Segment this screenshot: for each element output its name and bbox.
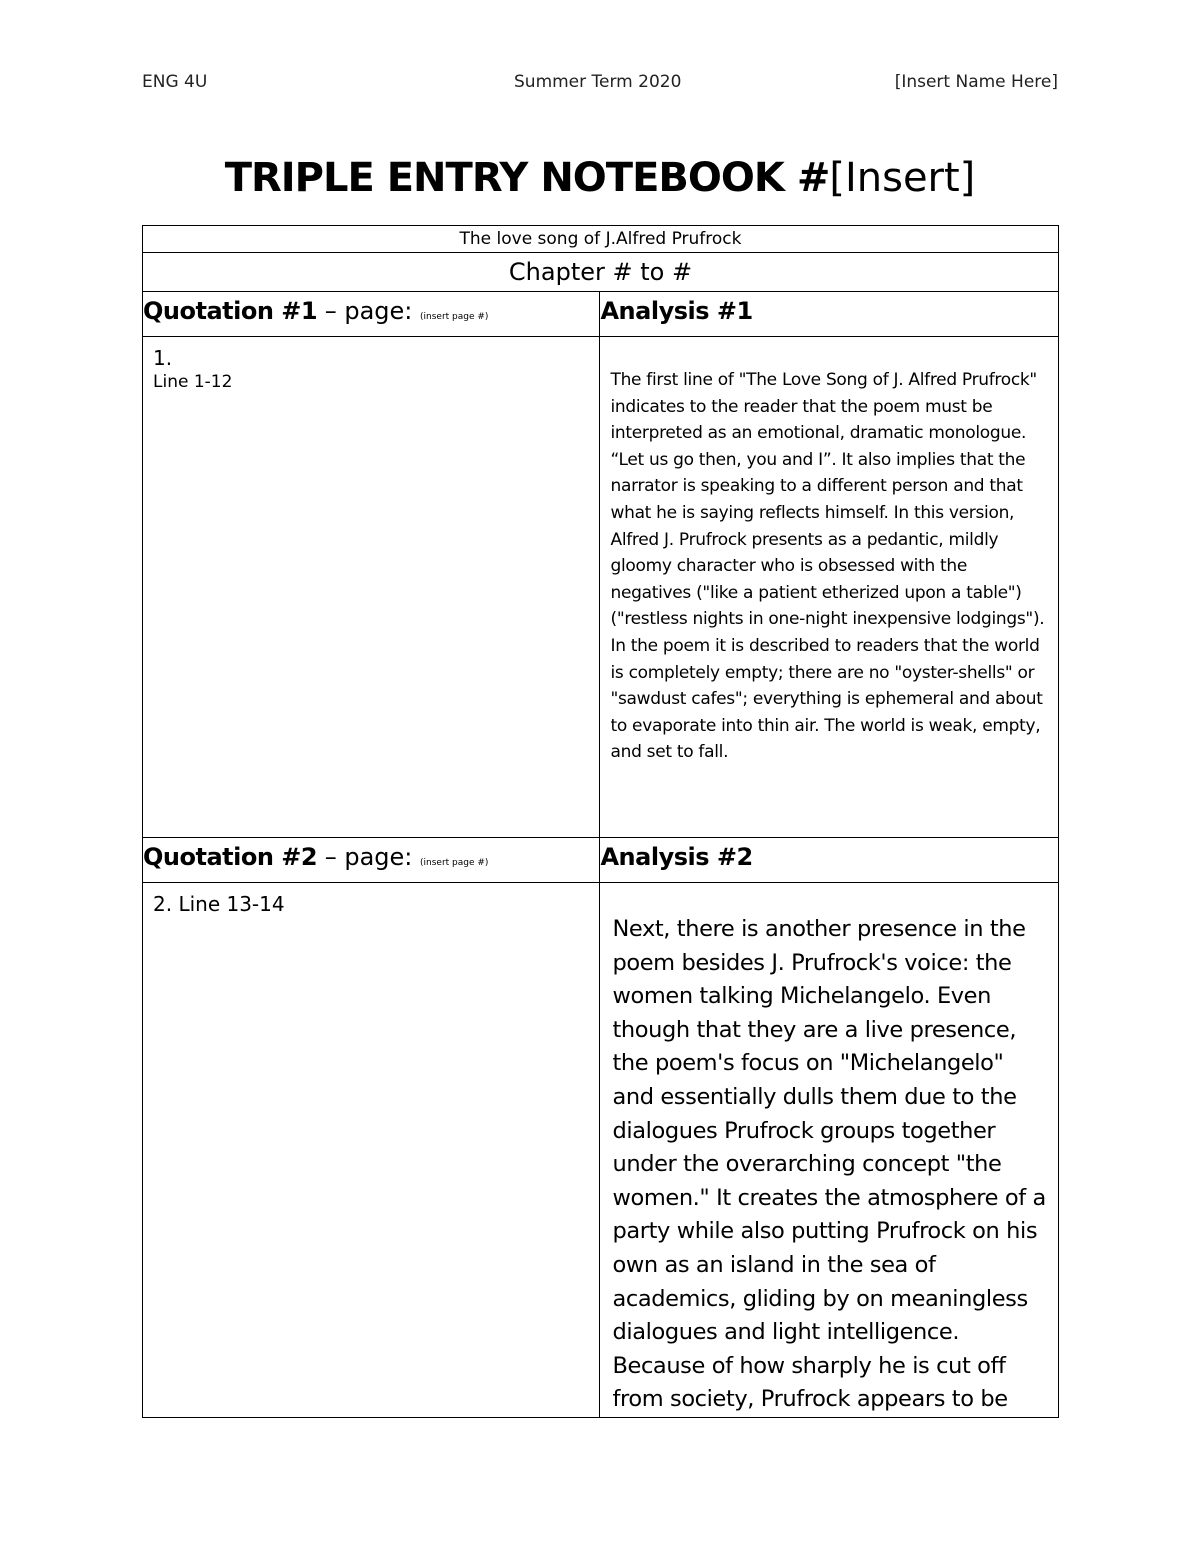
source-title: The love song of J.Alfred Prufrock	[143, 226, 1059, 253]
quotation-1-lines: Line 1-12	[153, 372, 233, 392]
analysis-2-text: Next, there is another presence in the poem besides J. Prufrock's voice: the women talking Michelangelo. Even though that they are a live presence, the poem's focus on "Michelangelo" and essentially dulls them due to the dialogues Prufrock groups together under the overarching concept "the women." It creates the atmosphere of a party while also putting Prufrock on his own as an island in the sea of academics, gliding by on meaningless dialogues and light intelligence. Because of how sharply he is cut off from society, Prufrock appears to be	[612, 916, 1046, 1413]
entry-1-body-row	[143, 337, 1059, 838]
quotation-1-cell	[143, 337, 600, 838]
entry-2-body-row	[143, 883, 1059, 1418]
source-row	[143, 226, 1059, 253]
notebook-table	[142, 225, 1059, 1418]
quotation-2-heading	[143, 838, 600, 883]
chapter-range: Chapter # to #	[143, 253, 1059, 292]
page-placeholder: (insert page #)	[420, 312, 489, 322]
title-placeholder: [Insert]	[829, 155, 976, 201]
page-label: – page:	[317, 297, 421, 325]
quotation-1-number: 1.	[153, 346, 173, 370]
analysis-2-heading: Analysis #2	[600, 838, 1059, 883]
quotation-1-heading	[143, 292, 600, 337]
entry-2-header-row	[143, 838, 1059, 883]
page-placeholder: (insert page #)	[420, 858, 489, 868]
course-code: ENG 4U	[142, 72, 208, 92]
analysis-2-cell	[600, 883, 1059, 1418]
term-label: Summer Term 2020	[514, 72, 682, 92]
analysis-1-heading: Analysis #1	[600, 292, 1059, 337]
quotation-2-label: Quotation #2	[143, 843, 318, 871]
quotation-2-text: 2. Line 13-14	[153, 892, 285, 916]
quotation-1-label: Quotation #1	[143, 297, 318, 325]
chapter-row	[143, 253, 1059, 292]
student-name: [Insert Name Here]	[894, 72, 1058, 92]
page-title	[0, 150, 1200, 206]
entry-1-header-row	[143, 292, 1059, 337]
page-header	[142, 72, 1058, 96]
quotation-2-cell	[143, 883, 600, 1418]
title-bold: TRIPLE ENTRY NOTEBOOK #	[224, 155, 830, 201]
analysis-1-cell	[600, 337, 1059, 838]
page-label: – page:	[317, 843, 421, 871]
analysis-1-text: The first line of "The Love Song of J. Alfred Prufrock" indicates to the reader that the poem must be interpreted as an emotional, dramatic monologue. “Let us go then, you and I”. It also implies that the narrator is speaking to a different person and that what he is saying reflects himself. In this version, Alfred J. Prufrock presents as a pedantic, mildly gloomy character who is obsessed with the negatives ("like a patient etherized upon a table") ("restless nights in one-night inexpensive lodgings"). In the poem it is described to readers that the world is completely empty; there are no "oyster-shells" or "sawdust cafes"; everything is ephemeral and about to evaporate into thin air. The world is weak, empty, and set to fall.	[610, 370, 1045, 763]
